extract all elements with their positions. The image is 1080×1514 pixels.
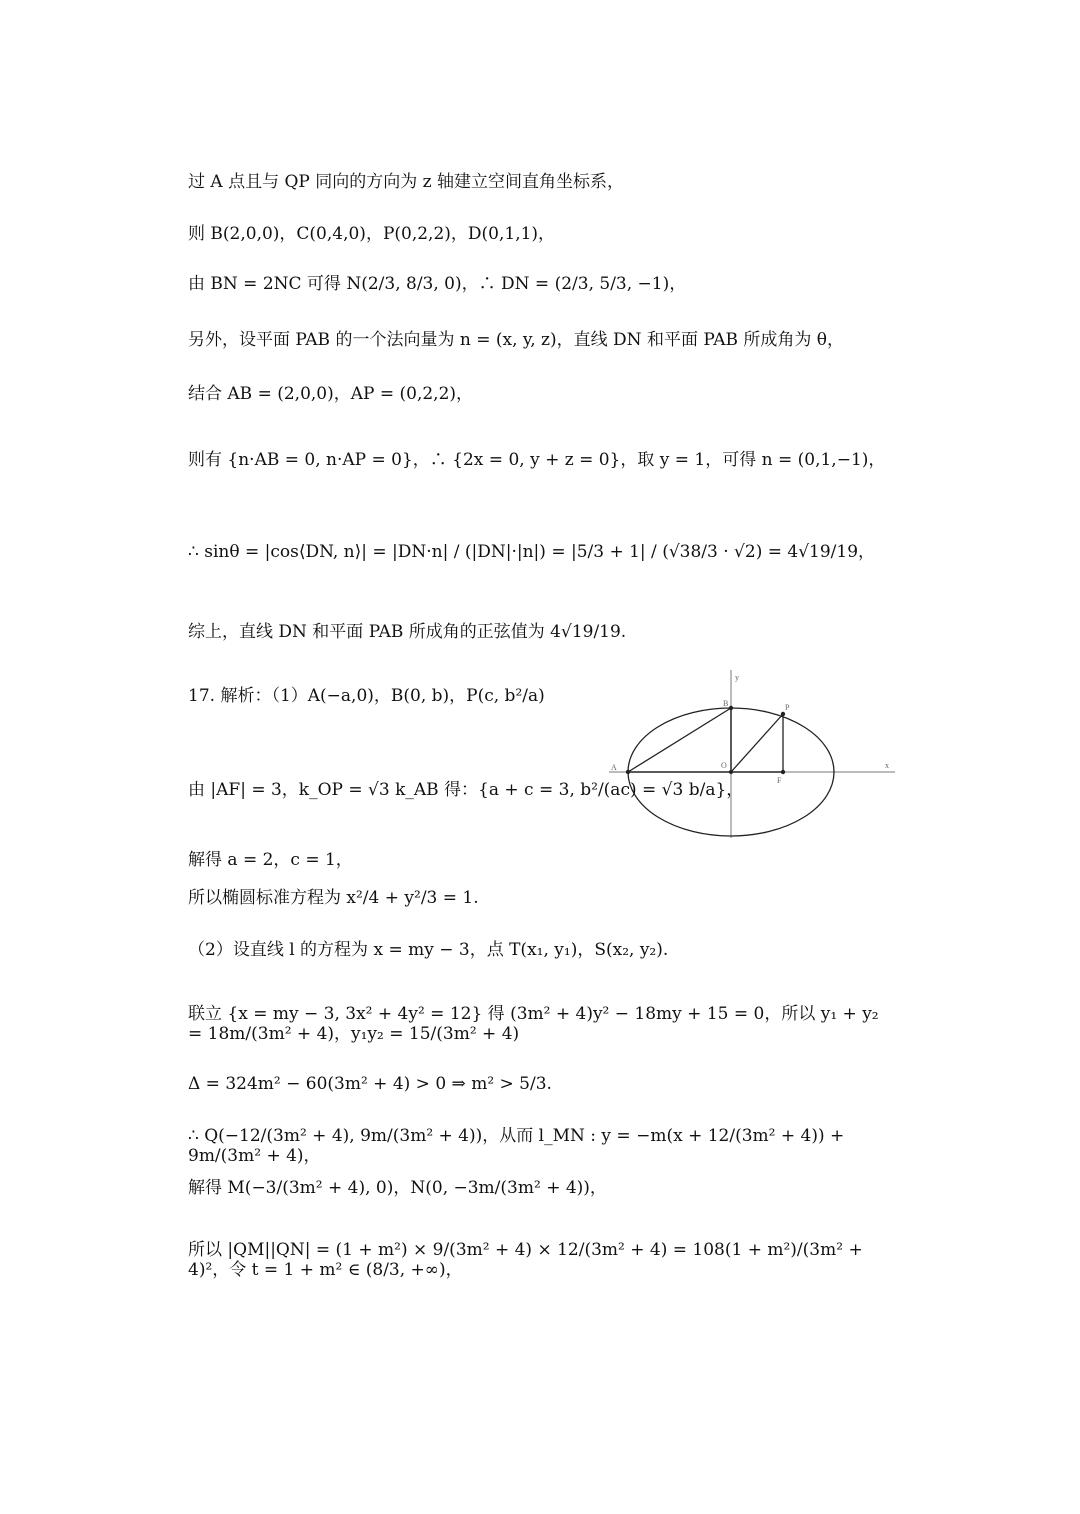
solution-line-14: [188, 1004, 888, 1045]
solution-line-11: [188, 850, 353, 870]
solution-line-17: [188, 1178, 607, 1198]
solution-line-9: [188, 686, 545, 706]
label-b: B: [723, 699, 729, 708]
text-line-7: ∴ sinθ = |cos⟨DN, n⟩| = |DN·n| / (|DN|·|n|) = |5/3 + 1| / (√38/3 · √2) = 4√19/19，: [188, 542, 876, 562]
label-f: F: [777, 776, 782, 785]
text-line-2: 则 B(2,0,0)，C(0,4,0)，P(0,2,2)，D(0,1,1)，: [188, 224, 556, 244]
text-line-16: ∴ Q(−12/(3m² + 4), 9m/(3m² + 4))，从而 l_MN : y = −m(x + 12/(3m² + 4)) + 9m/(3m² + 4)，: [188, 1126, 845, 1167]
solution-line-18: [188, 1240, 888, 1281]
point-o: [729, 770, 733, 774]
label-p: P: [785, 703, 790, 712]
solution-line-5: [188, 384, 473, 404]
label-a: A: [611, 763, 617, 772]
solution-line-2: [188, 224, 555, 244]
point-f: [781, 770, 785, 774]
text-line-9: 17. 解析：（1）A(−a,0)，B(0, b)，P(c, b²/a): [188, 686, 545, 706]
solution-line-4: [188, 330, 844, 350]
solution-line-6: [188, 450, 885, 470]
text-line-4: 另外，设平面 PAB 的一个法向量为 n = (x, y, z)，直线 DN 和平面 PAB 所成角为 θ，: [188, 330, 845, 350]
segment-op: [731, 714, 783, 772]
solution-line-15: [188, 1074, 552, 1094]
label-y: y: [735, 673, 739, 682]
text-line-3: 由 BN = 2NC 可得 N(2/3, 8/3, 0)，∴ DN = (2/3, 5/3, −1)，: [188, 274, 687, 294]
text-line-17: 解得 M(−3/(3m² + 4), 0)，N(0, −3m/(3m² + 4))，: [188, 1178, 607, 1198]
text-line-11: 解得 a = 2，c = 1，: [188, 850, 353, 870]
label-x: x: [885, 761, 889, 770]
label-o: O: [721, 761, 727, 770]
solution-line-8: [188, 622, 626, 642]
solution-line-7: [188, 542, 875, 562]
point-p: [781, 712, 785, 716]
text-line-8: 综上，直线 DN 和平面 PAB 所成角的正弦值为 4√19/19.: [188, 622, 627, 642]
point-b: [729, 706, 733, 710]
text-line-15: Δ = 324m² − 60(3m² + 4) > 0 ⇒ m² > 5/3.: [188, 1074, 552, 1094]
solution-line-12: [188, 888, 479, 908]
text-line-13: （2）设直线 l 的方程为 x = my − 3，点 T(x₁, y₁)，S(x₂, y₂).: [188, 940, 669, 960]
text-line-1: 过 A 点且与 QP 同向的方向为 z 轴建立空间直角坐标系，: [188, 172, 625, 192]
text-line-12: 所以椭圆标准方程为 x²/4 + y²/3 = 1.: [188, 888, 479, 908]
ellipse-figure: [605, 668, 900, 840]
solution-line-1: [188, 172, 624, 192]
text-line-18: 所以 |QM||QN| = (1 + m²) × 9/(3m² + 4) × 12/(3m² + 4) = 108(1 + m²)/(3m² + 4)²，令 t = 1 + m² ∈ (8/3, +∞)，: [188, 1240, 863, 1281]
text-line-6: 则有 {n·AB = 0, n·AP = 0}，∴ {2x = 0, y + z = 0}，取 y = 1，可得 n = (0,1,−1)，: [188, 450, 886, 470]
text-line-10: 由 |AF| = 3，k_OP = √3 k_AB 得：{a + c = 3, b²/(ac) = √3 b/a}，: [188, 780, 744, 800]
solution-line-16: [188, 1126, 888, 1167]
segment-ab: [628, 708, 731, 772]
text-line-5: 结合 AB = (2,0,0)，AP = (0,2,2)，: [188, 384, 474, 404]
point-a: [626, 770, 630, 774]
solution-line-3: [188, 274, 686, 294]
text-line-14: 联立 {x = my − 3, 3x² + 4y² = 12} 得 (3m² + 4)y² − 18my + 15 = 0，所以 y₁ + y₂ = 18m/(3m² + 4)，y₁y₂ = 15/(3m² + 4): [188, 1004, 879, 1045]
solution-line-13: [188, 940, 668, 960]
